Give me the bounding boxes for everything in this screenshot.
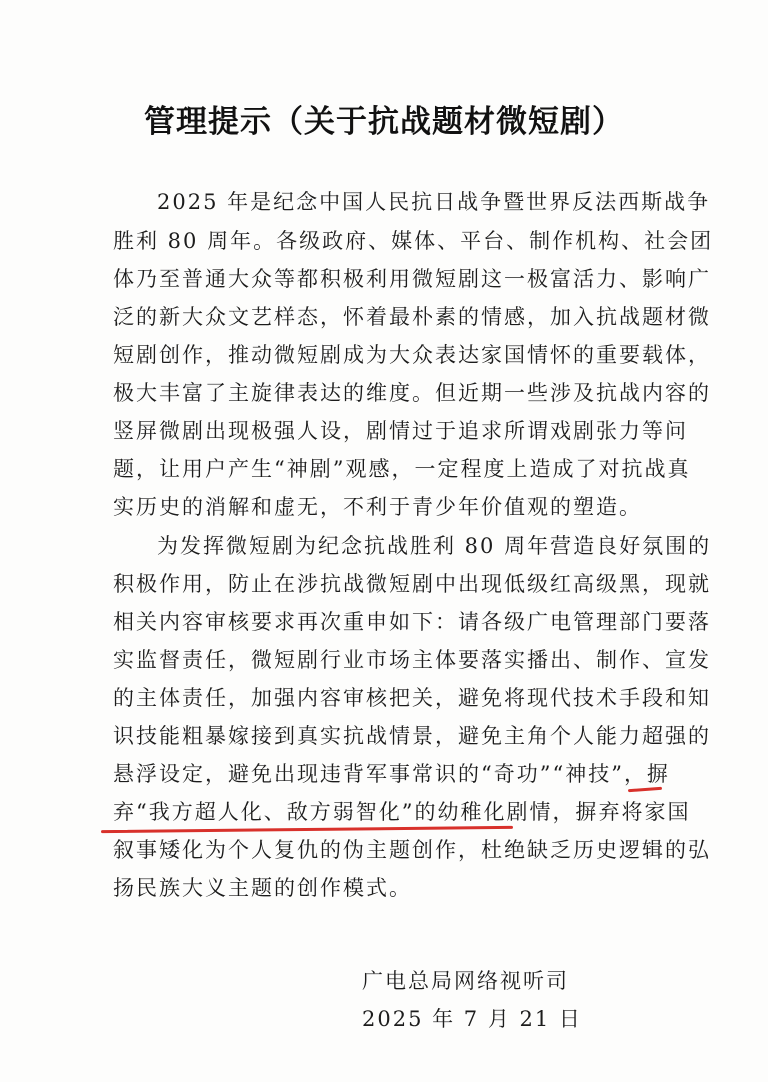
paragraph-line: 胜利 80 周年。各级政府、媒体、平台、制作机构、社会团 [113, 229, 714, 253]
paragraph-line: 竖屏微剧出现极强人设，剧情过于追求所谓戏剧张力等问 [113, 419, 688, 443]
paragraph-line: 题，让用户产生“神剧”观感，一定程度上造成了对抗战真 [113, 457, 691, 481]
paragraph-line: 实历史的消解和虚无，不利于青少年价值观的塑造。 [113, 495, 642, 519]
paragraph-line: 实监督责任，微短剧行业市场主体要落实播出、制作、宣发 [113, 648, 711, 672]
paragraph-line: 相关内容审核要求再次重申如下：请各级广电管理部门要落 [113, 610, 711, 634]
paragraph-line: 极大丰富了主旋律表达的维度。但近期一些涉及抗战内容的 [113, 381, 711, 405]
paragraph-line: 短剧创作，推动微短剧成为大众表达家国情怀的重要载体， [113, 343, 711, 367]
paragraph-line: 为发挥微短剧为纪念抗战胜利 80 周年营造良好氛围的 [157, 534, 712, 558]
paragraph-line: 识技能粗暴嫁接到真实抗战情景，避免主角个人能力超强的 [113, 724, 711, 748]
paragraph-line: 的主体责任，加强内容审核把关，避免将现代技术手段和知 [113, 686, 711, 710]
signature-date: 2025 年 7 月 21 日 [362, 1007, 582, 1031]
paragraph-line: 叙事矮化为个人复仇的伪主题创作，杜绝缺乏历史逻辑的弘 [113, 838, 711, 862]
paragraph-line: 悬浮设定，避免出现违背军事常识的“奇功”“神技”，摒 [113, 762, 670, 786]
paragraph-line: 扬民族大义主题的创作模式。 [113, 876, 412, 900]
signature-org: 广电总局网络视听司 [362, 969, 569, 993]
paragraph-line: 泛的新大众文艺样态，怀着最朴素的情感，加入抗战题材微 [113, 305, 711, 329]
document-title: 管理提示（关于抗战题材微短剧） [144, 104, 624, 140]
paragraph-line: 体乃至普通大众等都积极利用微短剧这一极富活力、影响广 [113, 267, 711, 291]
paragraph-line: 2025 年是纪念中国人民抗日战争暨世界反法西斯战争 [157, 190, 711, 214]
paragraph-line: 积极作用，防止在涉抗战微短剧中出现低级红高级黑，现就 [113, 572, 711, 596]
paragraph-line: 弃“我方超人化、敌方弱智化”的幼稚化剧情，摒弃将家国 [113, 800, 691, 824]
